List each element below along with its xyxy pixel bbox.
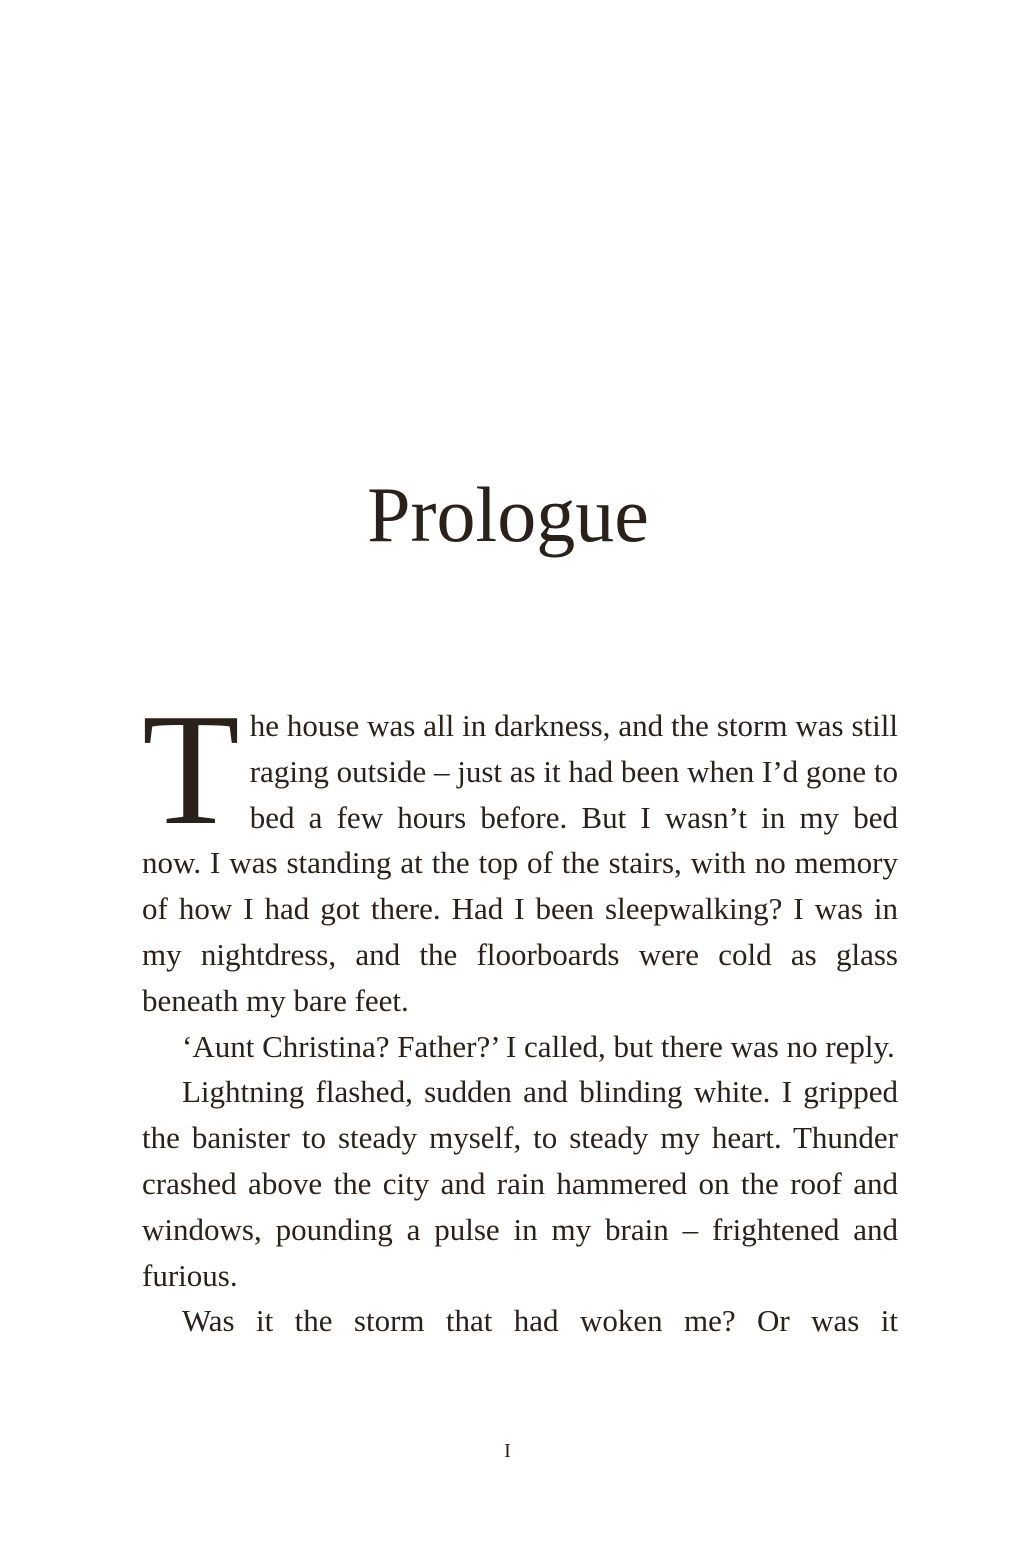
paragraph-3: Lightning flashed, sudden and blinding white. I gripped the banister to steady myself, to steady my heart. Thunder crashed above the city and rain hammered on the roof and windows, pounding a pulse in my brain – frightened and furious.	[142, 1074, 898, 1293]
paragraph-4: Was it the storm that had woken me? Or was it	[182, 1303, 898, 1339]
paragraph-2: ‘Aunt Christina? Father?’ I called, but there was no reply.	[182, 1028, 895, 1064]
body-text	[142, 680, 899, 1344]
paragraph-1	[142, 680, 899, 1024]
page-number: I	[504, 1440, 512, 1462]
paragraph-1-text: he house was all in darkness, and the storm was still raging outside – just as it had been when I’d gone to bed a few hours before. But I wasn’t in my bed now. I was standing at the top of the stairs, with no memory of how I had got there. Had I been sleepwalking? I was in my nightdress, and the floorboards were cold as glass beneath my bare feet.	[142, 708, 899, 1018]
drop-cap: T	[142, 680, 240, 858]
chapter-title: Prologue	[367, 471, 649, 558]
